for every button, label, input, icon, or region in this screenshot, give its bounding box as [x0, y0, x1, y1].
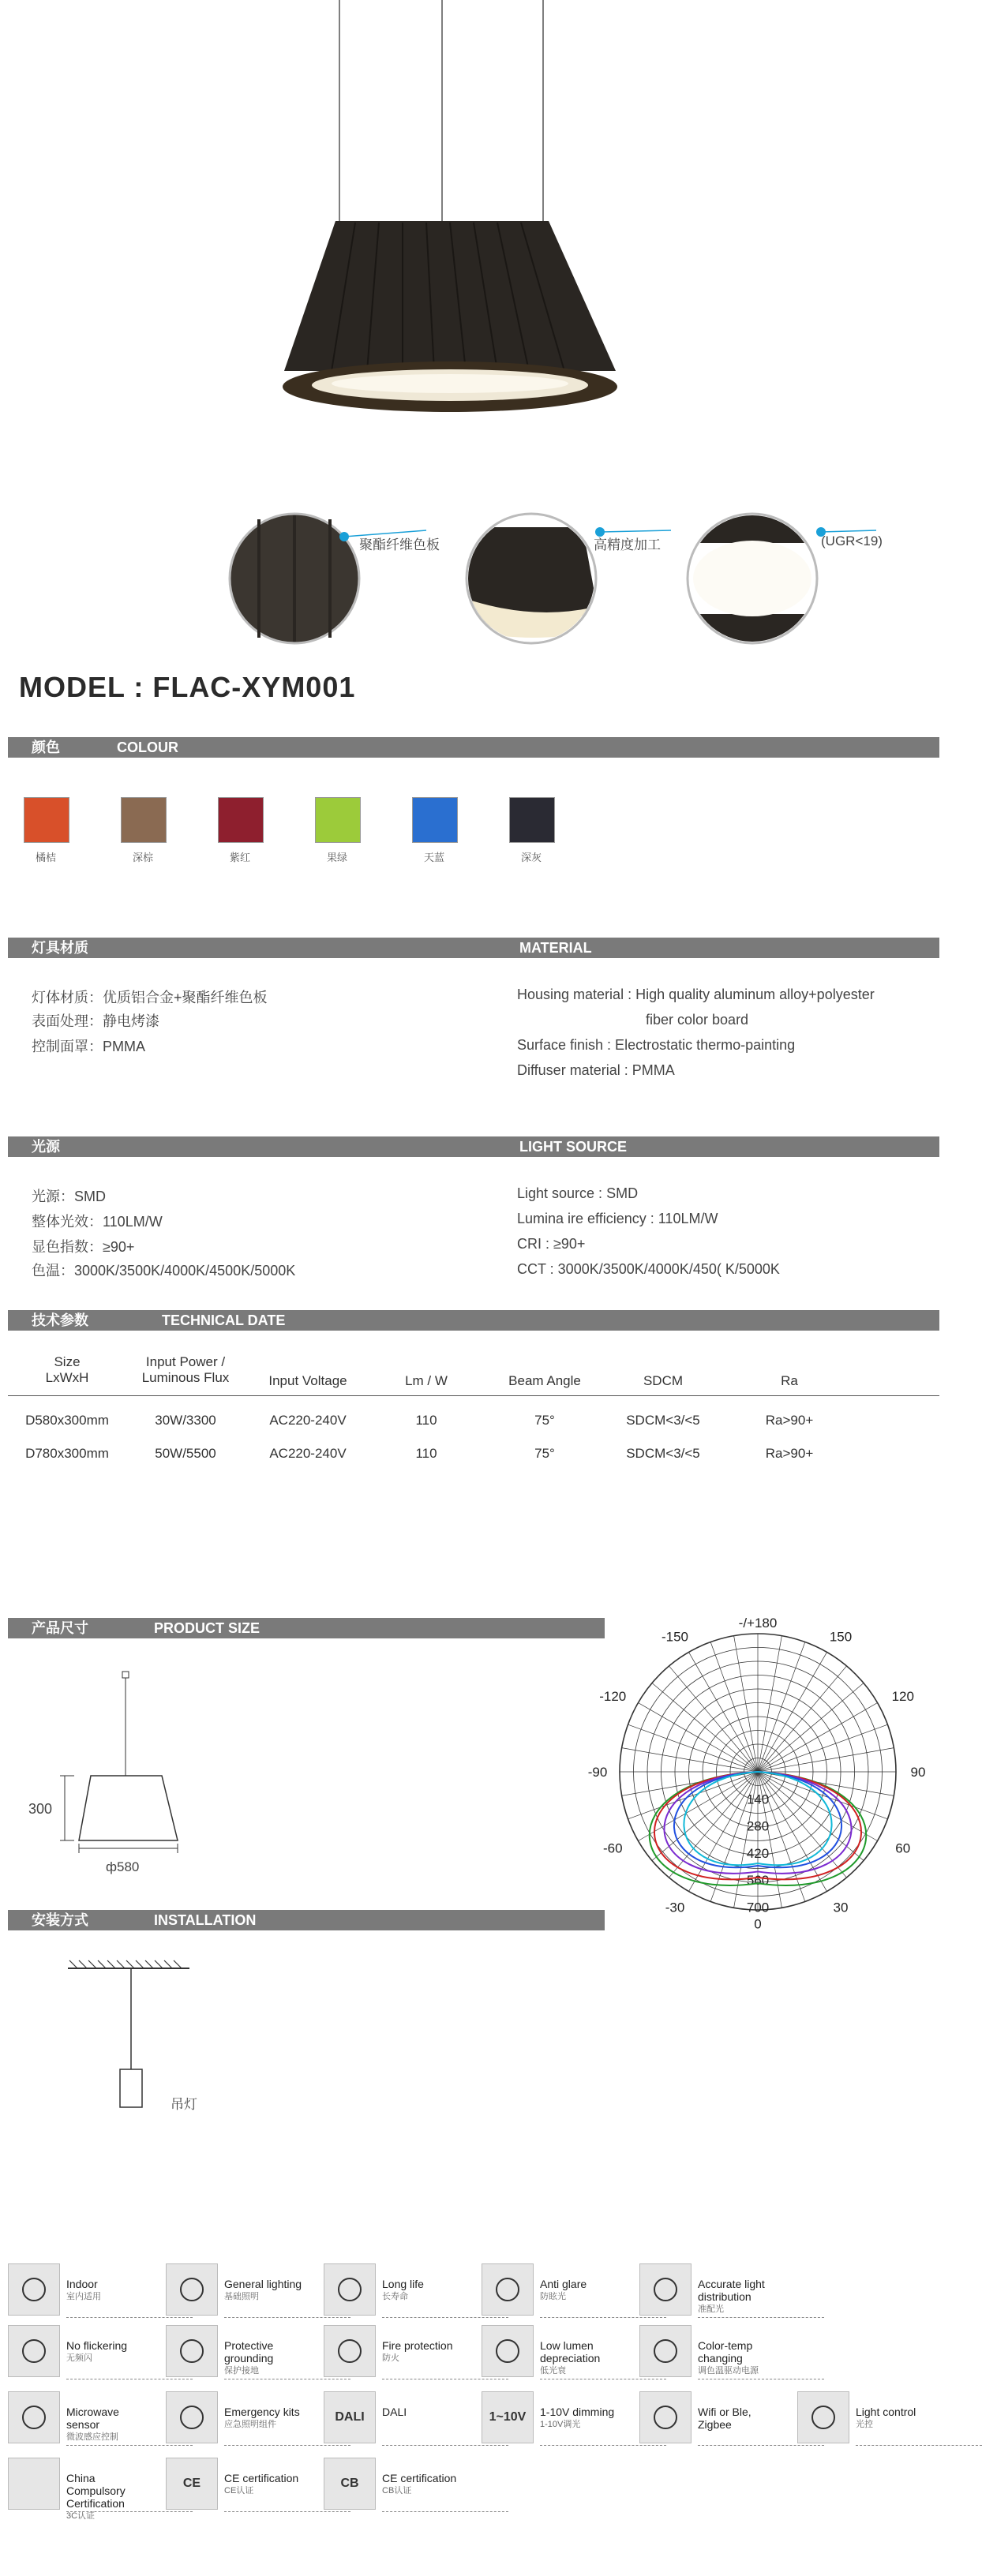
- feature-divider: [224, 2445, 350, 2446]
- material-en-3: Surface finish : Electrostatic thermo-painting: [517, 1037, 796, 1053]
- cb-icon: CB: [324, 2458, 376, 2510]
- feature-label: [382, 2339, 469, 2364]
- colour-swatch-label: 紫红: [229, 852, 250, 863]
- feature-divider: [66, 2445, 193, 2446]
- ccc-icon: [8, 2458, 60, 2510]
- light-bar: [8, 1136, 939, 1157]
- material-cn-3: 控制面罩：PMMA: [32, 1039, 145, 1054]
- light-bar-en: LIGHT SOURCE: [519, 1139, 628, 1155]
- tech-cell: 75°: [534, 1446, 555, 1461]
- feature-label-cn: 光控: [856, 2420, 873, 2429]
- polar-angle-label: 120: [891, 1688, 914, 1704]
- accurate-light-icon: [639, 2263, 692, 2316]
- dimming-icon: 1~10V: [482, 2391, 534, 2443]
- tech-cell: SDCM<3/<5: [626, 1413, 700, 1428]
- tech-cell: Ra>90+: [765, 1413, 814, 1428]
- colour-swatch: [315, 797, 361, 843]
- feature-divider: [66, 2317, 193, 2318]
- feature-label-en: DALI: [382, 2406, 407, 2418]
- tech-bar-en: TECHNICAL DATE: [162, 1312, 286, 1328]
- microwave-icon: [8, 2391, 60, 2443]
- tech-cell: D780x300mm: [25, 1446, 109, 1461]
- tech-header-line2: Luminous Flux: [141, 1370, 230, 1385]
- callout-machining: 高精度加工: [594, 537, 661, 552]
- light-en-2: Lumina ire efficiency : 110LM/W: [517, 1211, 718, 1226]
- feature-label-en: 1-10V dimming: [540, 2406, 615, 2418]
- feature-label-cn: 应急照明组件: [224, 2420, 276, 2429]
- size-bar-en: PRODUCT SIZE: [154, 1620, 260, 1636]
- feature-divider: [856, 2445, 982, 2446]
- general-lighting-icon: [166, 2263, 218, 2316]
- feature-label-cn: 基础照明: [224, 2292, 259, 2301]
- feature-label-en: Light control: [856, 2406, 916, 2418]
- feature-label: [856, 2406, 943, 2431]
- feature-divider: [66, 2511, 193, 2512]
- polar-radial-label: 140: [746, 1792, 770, 1807]
- feature-label-cn: 1-10V调光: [540, 2420, 581, 2429]
- material-bar-cn: 灯具材质: [32, 940, 88, 956]
- light-bar-cn: 光源: [32, 1139, 60, 1155]
- material-bar-en: MATERIAL: [519, 940, 592, 956]
- feature-divider: [540, 2445, 666, 2446]
- feature-label: [66, 2278, 153, 2303]
- tech-header-line1: Input Power /: [145, 1354, 226, 1369]
- tech-cell: 110: [415, 1413, 437, 1428]
- polar-radial-label: 420: [746, 1845, 770, 1861]
- material-en-4: Diffuser material : PMMA: [517, 1062, 675, 1078]
- colour-bar: [8, 737, 939, 758]
- feature-label: [540, 2406, 627, 2431]
- feature-label-cn: 无频闪: [66, 2353, 92, 2363]
- feature-label-en: No flickering: [66, 2339, 128, 2352]
- colour-bar-en: COLOUR: [117, 739, 178, 755]
- size-bar-cn: 产品尺寸: [32, 1620, 88, 1636]
- fire-icon: [324, 2325, 376, 2377]
- feature-label-en: Fire protection: [382, 2339, 453, 2352]
- colour-swatch: [121, 797, 167, 843]
- ce-icon: CE: [166, 2458, 218, 2510]
- feature-label: [698, 2339, 785, 2377]
- feature-divider: [224, 2317, 350, 2318]
- light-en-4: CCT : 3000K/3500K/4000K/450( K/5000K: [517, 1261, 780, 1277]
- feature-label: [698, 2278, 785, 2316]
- tech-header-line1: Input Voltage: [268, 1373, 347, 1388]
- indoor-icon: [8, 2263, 60, 2316]
- colour-swatch-label: 天蓝: [423, 852, 444, 863]
- feature-label: [382, 2278, 469, 2303]
- tech-cell: 50W/5500: [155, 1446, 216, 1461]
- feature-label-en: Accurate light distribution: [698, 2278, 765, 2303]
- install-bar-en: INSTALLATION: [154, 1912, 257, 1928]
- material-bar: [8, 938, 939, 958]
- tech-cell: Ra>90+: [765, 1446, 814, 1461]
- dim-diameter: ф580: [106, 1859, 140, 1874]
- polar-angle-label: 30: [833, 1900, 849, 1915]
- colour-swatch-label: 深灰: [520, 852, 542, 863]
- feature-label: [382, 2472, 469, 2497]
- tech-header-line1: Beam Angle: [508, 1373, 581, 1388]
- feature-divider: [698, 2317, 824, 2318]
- feature-label-cn: 长寿命: [382, 2292, 408, 2301]
- colour-swatch: [509, 797, 555, 843]
- colour-swatch-label: 果绿: [326, 852, 347, 863]
- wifi-icon: [639, 2391, 692, 2443]
- polar-angle-label: 0: [754, 1916, 762, 1932]
- feature-label: [382, 2406, 469, 2418]
- tech-header-line2: LxWxH: [45, 1370, 89, 1385]
- feature-label: [66, 2472, 153, 2522]
- feature-label-en: General lighting: [224, 2278, 302, 2290]
- dim-height: 300: [28, 1801, 53, 1817]
- polar-angle-label: -/+180: [738, 1616, 778, 1631]
- light-en-1: Light source : SMD: [517, 1185, 639, 1201]
- long-life-icon: [324, 2263, 376, 2316]
- emergency-icon: [166, 2391, 218, 2443]
- product-photo: [268, 0, 679, 474]
- feature-label: [698, 2406, 785, 2431]
- dali-icon: DALI: [324, 2391, 376, 2443]
- feature-label-en: Low lumen depreciation: [540, 2339, 601, 2364]
- tech-bar: [8, 1310, 939, 1331]
- feature-label-cn: 准配光: [698, 2305, 724, 2314]
- anti-glare-icon: [482, 2263, 534, 2316]
- polar-angle-label: -120: [599, 1688, 627, 1704]
- polar-angle-label: 90: [910, 1765, 926, 1780]
- feature-label-en: CE certification: [224, 2472, 299, 2484]
- tech-cell: D580x300mm: [25, 1413, 109, 1428]
- callout-ugr: (UGR<19): [821, 534, 883, 549]
- polar-angle-label: -60: [602, 1840, 623, 1856]
- polar-angle-label: 60: [895, 1840, 911, 1856]
- feature-divider: [382, 2511, 508, 2512]
- colour-swatch-label: 橘桔: [35, 852, 56, 863]
- feature-label: [224, 2406, 311, 2431]
- light-cn-3: 显色指数：≥90+: [32, 1239, 135, 1255]
- feature-label-en: CE certification: [382, 2472, 457, 2484]
- feature-label-en: Indoor: [66, 2278, 98, 2290]
- light-en-3: CRI : ≥90+: [517, 1236, 586, 1252]
- colour-swatch: [412, 797, 458, 843]
- feature-label-en: Emergency kits: [224, 2406, 300, 2418]
- feature-label: [224, 2339, 311, 2377]
- material-en-1: Housing material : High quality aluminum alloy+polyester: [517, 987, 875, 1002]
- feature-label-cn: 3C认证: [66, 2511, 96, 2521]
- polar-distribution-diagram: [587, 1610, 939, 1941]
- tech-cell: 30W/3300: [155, 1413, 216, 1428]
- feature-label-en: Wifi or Ble, Zigbee: [698, 2406, 751, 2431]
- colour-swatch-label: 深棕: [132, 852, 153, 863]
- feature-label-cn: CE认证: [224, 2486, 254, 2496]
- polar-angle-label: -150: [661, 1629, 689, 1645]
- feature-label-cn: 保护接地: [224, 2366, 259, 2376]
- light-control-icon: [797, 2391, 849, 2443]
- feature-divider: [382, 2445, 508, 2446]
- tech-header-rule: [8, 1395, 939, 1396]
- feature-divider: [382, 2317, 508, 2318]
- feature-label-en: Microwave sensor: [66, 2406, 119, 2431]
- feature-label-cn: 防火: [382, 2353, 399, 2363]
- material-cn-2: 表面处理：静电烤漆: [32, 1013, 159, 1029]
- tech-cell: SDCM<3/<5: [626, 1446, 700, 1461]
- feature-label: [224, 2278, 311, 2303]
- feature-label: [66, 2406, 153, 2443]
- polar-angle-label: -90: [587, 1765, 608, 1780]
- feature-label-cn: 调色温驱动电源: [698, 2366, 759, 2376]
- tech-header-line1: Ra: [781, 1373, 798, 1388]
- material-en-2: fiber color board: [646, 1012, 749, 1028]
- dimension-drawing: [47, 1665, 205, 1878]
- tech-cell: 110: [415, 1446, 437, 1461]
- grounding-icon: [166, 2325, 218, 2377]
- feature-label-en: Anti glare: [540, 2278, 587, 2290]
- colour-bar-cn: 颜色: [32, 739, 60, 755]
- feature-label-cn: 室内适用: [66, 2292, 101, 2301]
- material-cn-1: 灯体材质：优质铝合金+聚酯纤维色板: [32, 990, 268, 1005]
- light-cn-1: 光源：SMD: [32, 1189, 106, 1204]
- tech-cell: 75°: [534, 1413, 555, 1428]
- lumen-icon: [482, 2325, 534, 2377]
- tech-header-line1: Size: [54, 1354, 81, 1369]
- feature-label: [66, 2339, 153, 2364]
- color-temp-icon: [639, 2325, 692, 2377]
- no-flicker-icon: [8, 2325, 60, 2377]
- light-cn-2: 整体光效：110LM/W: [32, 1214, 163, 1230]
- feature-label: [540, 2278, 627, 2303]
- feature-label-en: China Compulsory Certification: [66, 2472, 126, 2510]
- feature-label: [540, 2339, 627, 2377]
- callout-felt: 聚酯纤维色板: [359, 537, 440, 552]
- polar-radial-label: 560: [746, 1873, 770, 1889]
- feature-label-en: Protective grounding: [224, 2339, 274, 2364]
- model-title: MODEL : FLAC-XYM001: [19, 671, 356, 703]
- install-bar: [8, 1910, 605, 1930]
- feature-label-cn: CB认证: [382, 2486, 412, 2496]
- feature-divider: [540, 2317, 666, 2318]
- light-cn-4: 色温：3000K/3500K/4000K/4500K/5000K: [32, 1263, 296, 1279]
- install-bar-cn: 安装方式: [32, 1912, 88, 1928]
- polar-radial-label: 280: [746, 1818, 770, 1834]
- feature-label-en: Color-temp changing: [698, 2339, 753, 2364]
- tech-cell: AC220-240V: [269, 1413, 347, 1428]
- size-bar: [8, 1618, 605, 1638]
- feature-label: [224, 2472, 311, 2497]
- colour-swatch: [218, 797, 264, 843]
- feature-label-cn: 微波感应控制: [66, 2432, 118, 2442]
- tech-header-line1: SDCM: [643, 1373, 684, 1388]
- tech-bar-cn: 技术参数: [32, 1312, 88, 1328]
- polar-angle-label: 150: [829, 1629, 853, 1645]
- colour-swatch: [24, 797, 69, 843]
- feature-label-en: Long life: [382, 2278, 424, 2290]
- tech-cell: AC220-240V: [269, 1446, 347, 1461]
- install-label: 吊灯: [171, 2097, 197, 2112]
- feature-label-cn: 低光衰: [540, 2366, 566, 2376]
- feature-divider: [224, 2511, 350, 2512]
- polar-angle-label: -30: [665, 1900, 685, 1915]
- feature-divider: [698, 2445, 824, 2446]
- tech-header-line1: Lm / W: [405, 1373, 448, 1388]
- polar-radial-label: 700: [746, 1900, 770, 1915]
- feature-label-cn: 防眩光: [540, 2292, 566, 2301]
